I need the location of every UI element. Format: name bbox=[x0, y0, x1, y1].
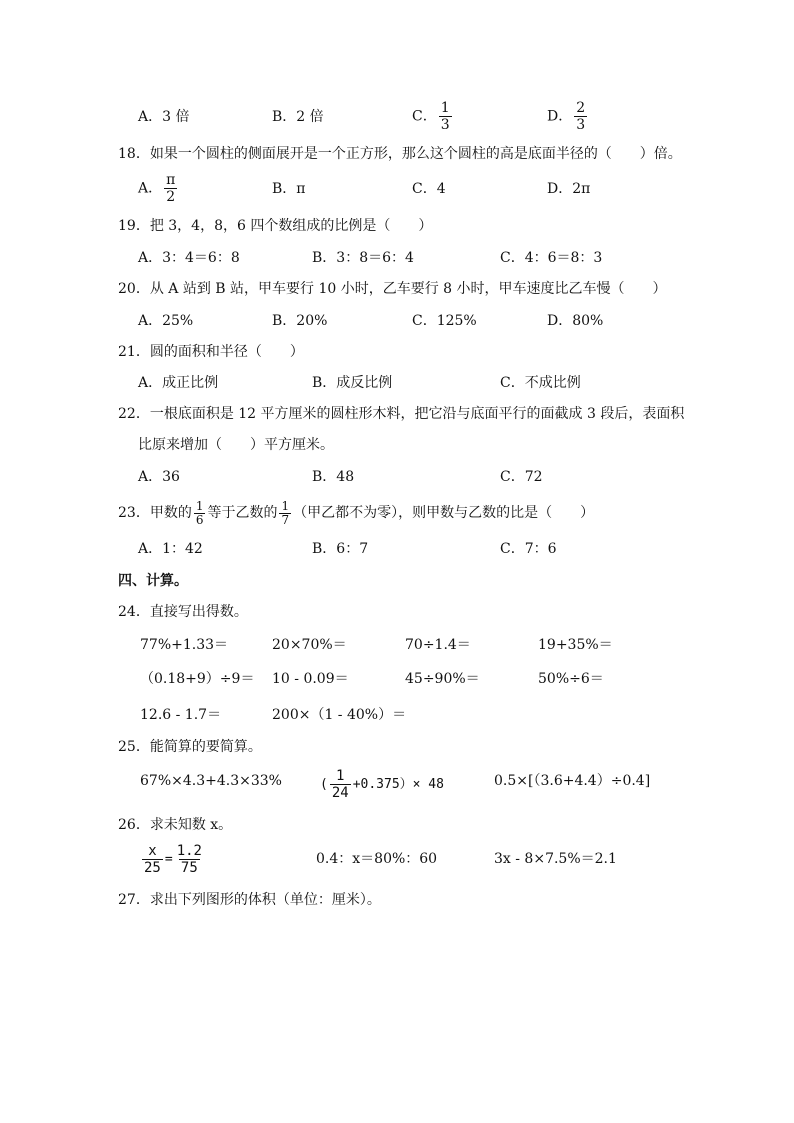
q24-r2-c1: （0.18+9）÷9＝ bbox=[140, 671, 255, 687]
q18-option-a-fraction: $\frac{\pi}{2}$ bbox=[166, 172, 176, 205]
q17-option-d-label: D． bbox=[547, 108, 573, 125]
q24-r1-c3: 70÷1.4＝ bbox=[405, 637, 471, 653]
q22-stem-line2: 比原来增加（ ）平方厘米。 bbox=[138, 437, 334, 453]
q26-expr-1-equals: = bbox=[164, 852, 173, 867]
q21-option-b: B．成反比例 bbox=[312, 375, 393, 391]
q20-option-d: D．80% bbox=[547, 313, 604, 329]
q26-expr-1 bbox=[140, 843, 206, 876]
q26-stem: 26．求未知数 x。 bbox=[118, 817, 233, 833]
q18-option-a bbox=[138, 172, 179, 205]
q21-stem: 21．圆的面积和半径（ ） bbox=[118, 344, 304, 360]
q23-option-a: A．1：42 bbox=[138, 541, 203, 557]
q20-option-a: A．25% bbox=[138, 313, 194, 329]
q20-option-c: C．125% bbox=[412, 313, 477, 329]
q25-expr-2 bbox=[320, 768, 444, 801]
q25-expr-2-open: ( bbox=[320, 777, 328, 792]
q24-r1-c2: 20×70%＝ bbox=[272, 637, 347, 653]
q25-expr-2-fraction: $\frac{1}{24}$ bbox=[331, 768, 349, 801]
q17-option-c-label: C． bbox=[412, 108, 437, 125]
q24-r3-c2: 200×（1 - 40%）＝ bbox=[272, 707, 407, 723]
q26-expr-2: 0.4：x＝80%：60 bbox=[316, 851, 438, 867]
section-heading-4: 四、计算。 bbox=[118, 573, 188, 589]
q23-stem-mid: 等于乙数的 bbox=[207, 505, 278, 521]
q22-option-c: C．72 bbox=[500, 469, 543, 485]
q24-r2-c2: 10 - 0.09＝ bbox=[272, 671, 349, 687]
q23-stem-prefix: 23．甲数的 bbox=[118, 505, 192, 521]
q23-option-b: B．6：7 bbox=[312, 541, 369, 557]
q23-fraction-1: $\frac{1}{6}$ bbox=[195, 498, 204, 527]
q17-option-d-fraction: $\frac{2}{3}$ bbox=[576, 100, 586, 133]
q25-expr-1: 67%×4.3+4.3×33% bbox=[140, 773, 282, 789]
q23-stem-suffix: （甲乙都不为零），则甲数与乙数的比是（ ） bbox=[293, 505, 595, 521]
q22-option-a: A．36 bbox=[138, 469, 180, 485]
q18-option-d: D．2π bbox=[547, 181, 591, 197]
q17-option-a: A．3 倍 bbox=[138, 109, 190, 125]
q25-expr-2-rest: +0.375）× 48 bbox=[352, 777, 444, 792]
q21-option-c: C．不成比例 bbox=[500, 375, 581, 391]
q18-option-b: B．π bbox=[272, 181, 306, 197]
q17-option-c-fraction: $\frac{1}{3}$ bbox=[440, 100, 450, 133]
q18-option-a-label: A． bbox=[138, 180, 163, 197]
q23-option-c: C．7：6 bbox=[500, 541, 557, 557]
q23-stem bbox=[118, 497, 594, 529]
q26-expr-1-right-fraction: $\frac{1.2}{75}$ bbox=[176, 843, 202, 876]
q24-r1-c1: 77%+1.33＝ bbox=[140, 637, 229, 653]
q26-expr-1-left-fraction: $\frac{x}{25}$ bbox=[144, 843, 161, 876]
q19-option-c: C．4：6＝8：3 bbox=[500, 250, 603, 266]
q22-stem-line1: 22．一根底面积是 12 平方厘米的圆柱形木料，把它沿与底面平行的面截成 3 段后，表面积 bbox=[118, 406, 685, 422]
q21-option-a: A．成正比例 bbox=[138, 375, 219, 391]
q17-option-c bbox=[412, 100, 454, 133]
q24-r2-c3: 45÷90%＝ bbox=[405, 671, 480, 687]
q18-stem: 18．如果一个圆柱的侧面展开是一个正方形，那么这个圆柱的高是底面半径的（ ）倍。 bbox=[118, 146, 682, 162]
q25-expr-3: 0.5×[（3.6+4.4）÷0.4] bbox=[494, 773, 651, 789]
q23-fraction-2: $\frac{1}{7}$ bbox=[281, 498, 290, 527]
q27-stem: 27．求出下列图形的体积（单位：厘米）。 bbox=[118, 892, 381, 908]
q17-option-d bbox=[547, 100, 589, 133]
q25-stem: 25．能简算的要简算。 bbox=[118, 739, 262, 755]
q24-r3-c1: 12.6 - 1.7＝ bbox=[140, 707, 222, 723]
q19-stem: 19．把 3，4，8，6 四个数组成的比例是（ ） bbox=[118, 218, 433, 234]
q24-r1-c4: 19+35%＝ bbox=[538, 637, 613, 653]
q19-option-a: A．3：4＝6：8 bbox=[138, 250, 240, 266]
q20-stem: 20．从 A 站到 B 站，甲车要行 10 小时，乙车要行 8 小时，甲车速度比乙车慢（ ） bbox=[118, 281, 667, 297]
q22-option-b: B．48 bbox=[312, 469, 355, 485]
q26-expr-3: 3x - 8×7.5%＝2.1 bbox=[494, 851, 617, 867]
q19-option-b: B．3：8＝6：4 bbox=[312, 250, 414, 266]
q24-r2-c4: 50%÷6＝ bbox=[538, 671, 604, 687]
q20-option-b: B．20% bbox=[272, 313, 328, 329]
q17-option-b: B．2 倍 bbox=[272, 109, 324, 125]
q24-stem: 24．直接写出得数。 bbox=[118, 604, 248, 620]
q18-option-c: C．4 bbox=[412, 181, 446, 197]
